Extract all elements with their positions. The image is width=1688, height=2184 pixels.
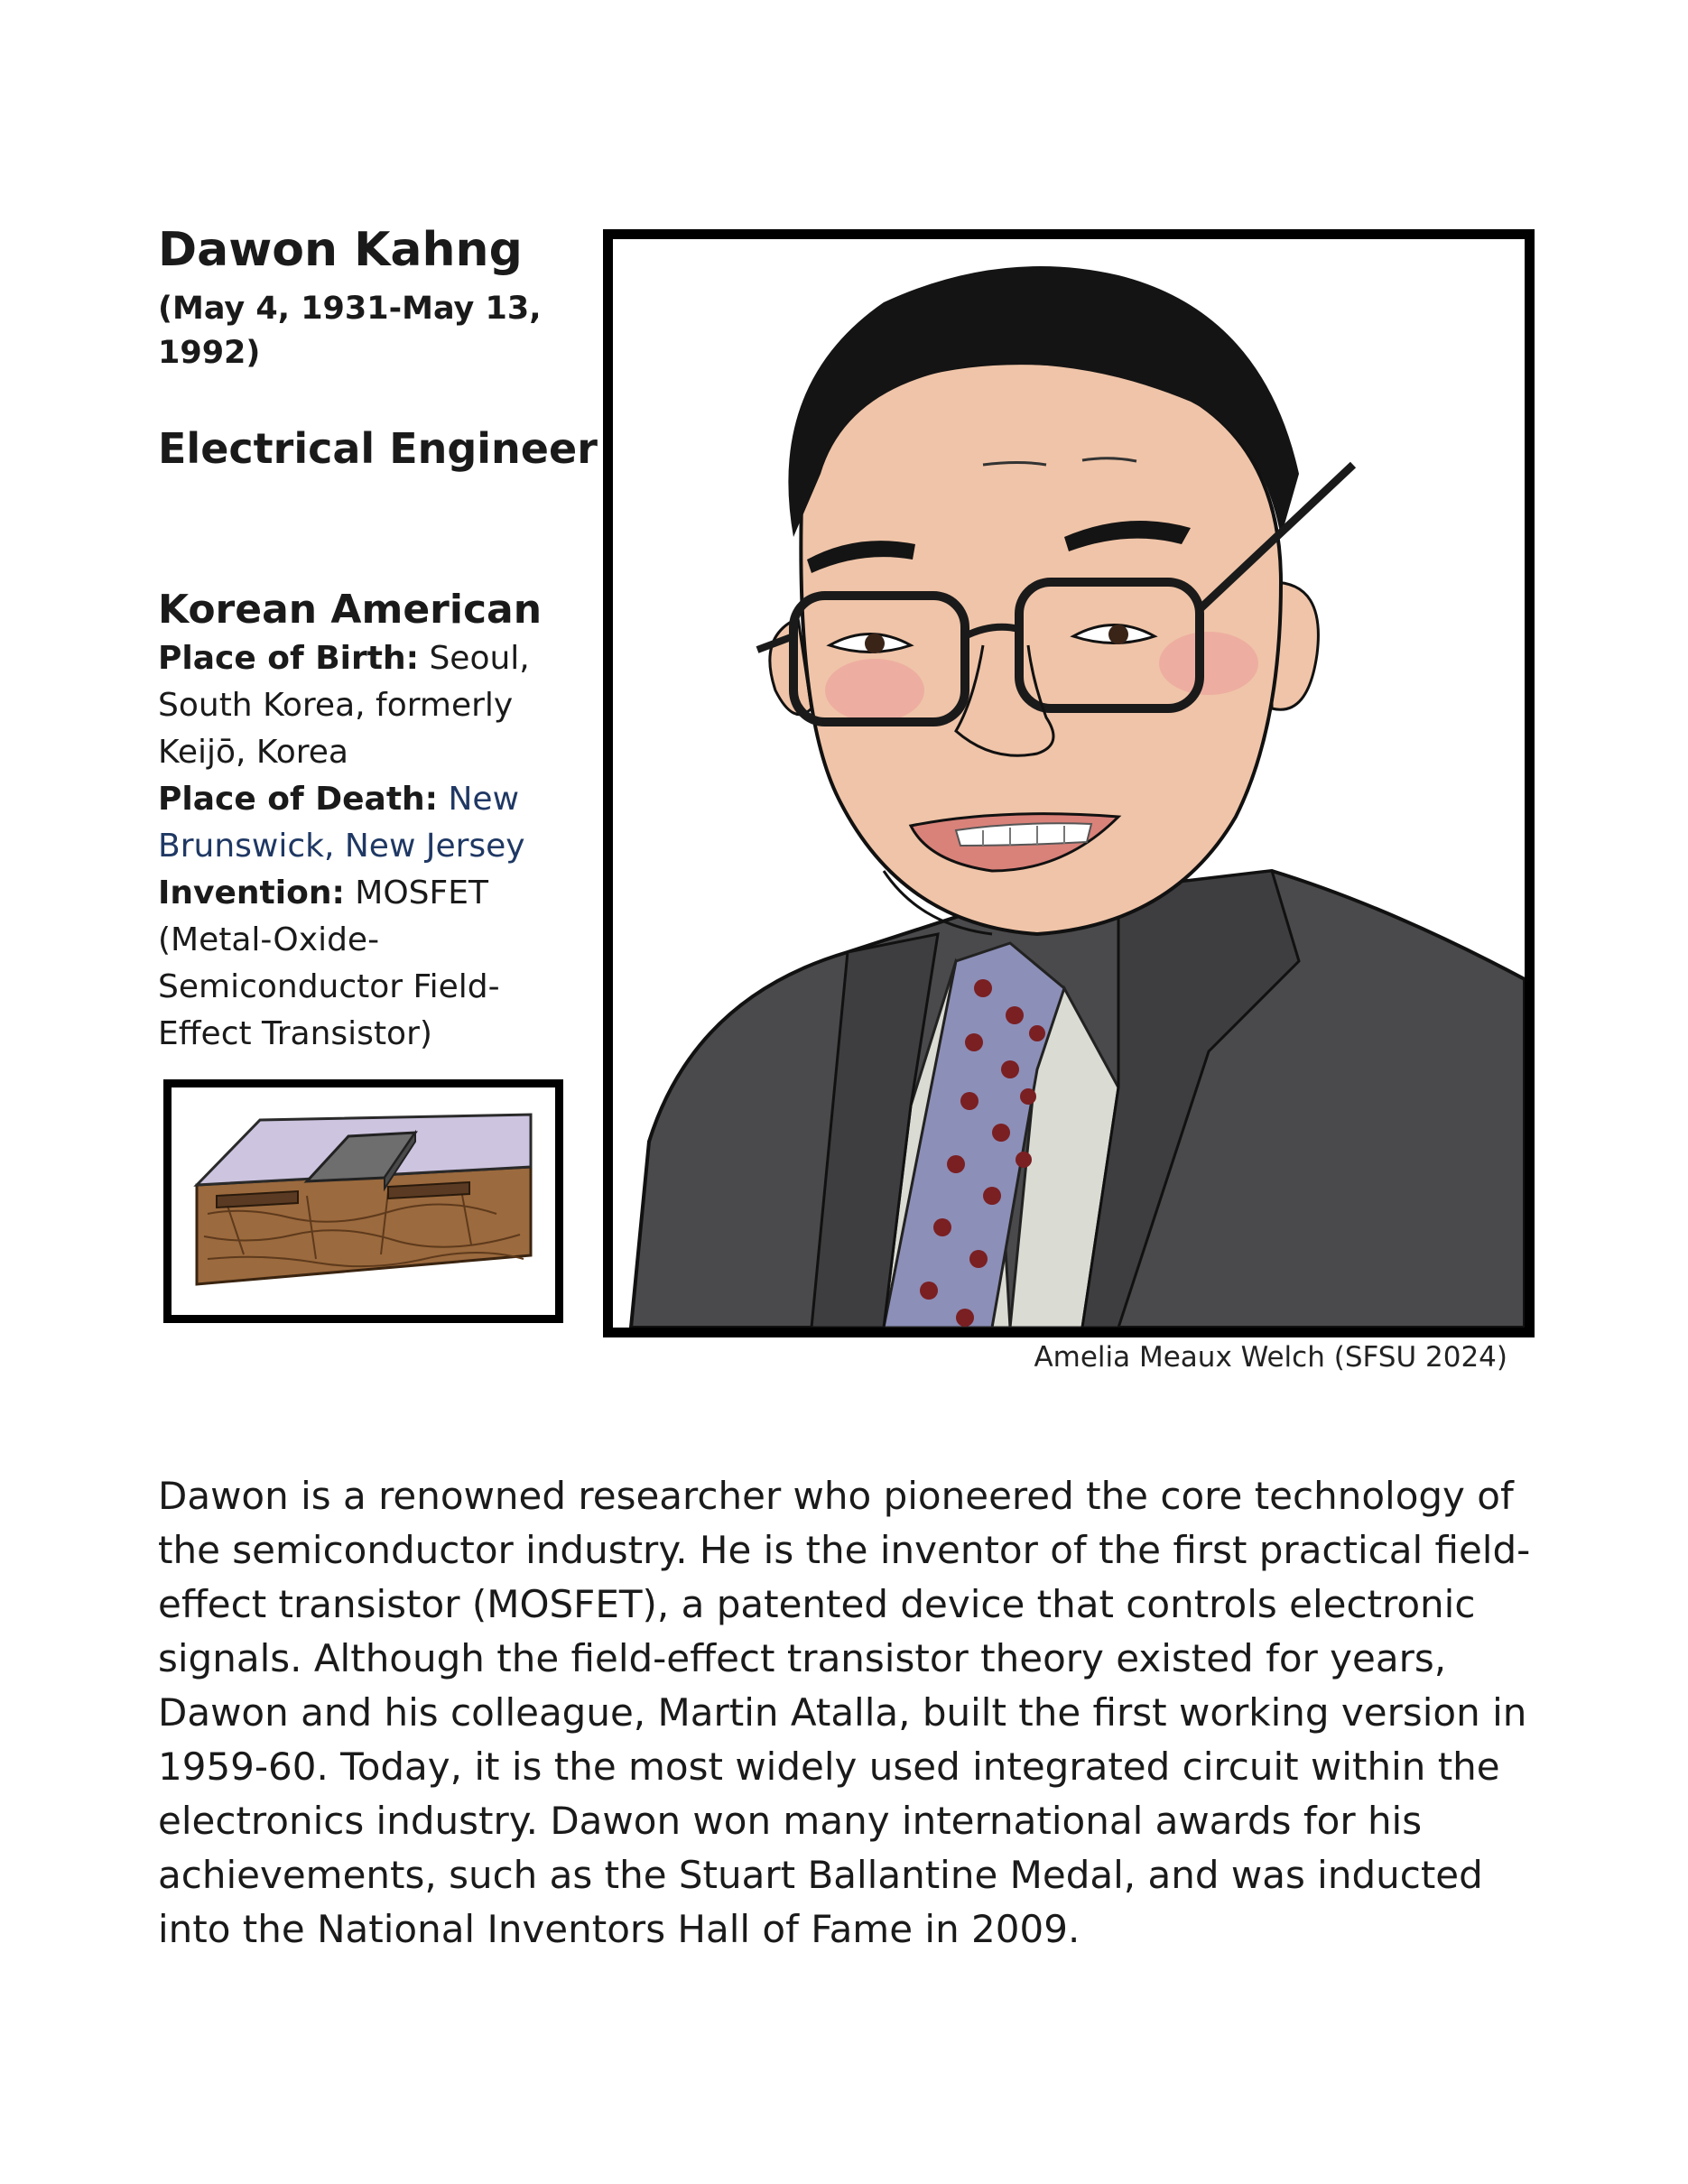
life-dates: (May 4, 1931-May 13, 1992) bbox=[158, 291, 542, 371]
invention-value: MOSFET (Metal-Oxide-Semiconductor Field-Effect Transistor) bbox=[158, 875, 500, 1052]
illustration-credit: Amelia Meaux Welch (SFSU 2024) bbox=[1034, 1341, 1507, 1374]
birth-place-label: Place of Birth: bbox=[158, 640, 420, 677]
mosfet-illustration-frame bbox=[163, 1079, 563, 1323]
death-place bbox=[158, 776, 582, 870]
portrait-frame bbox=[603, 229, 1535, 1337]
death-place-value: New Brunswick, New Jersey bbox=[158, 781, 525, 865]
mosfet-illustration bbox=[172, 1087, 555, 1315]
invention bbox=[158, 870, 582, 1058]
invention-label: Invention: bbox=[158, 875, 345, 912]
profession: Electrical Engineer bbox=[158, 424, 598, 473]
person-name: Dawon Kahng bbox=[158, 223, 523, 277]
death-place-label: Place of Death: bbox=[158, 781, 439, 818]
fact-list bbox=[158, 585, 582, 1058]
birth-place bbox=[158, 635, 582, 776]
birth-place-value: Seoul, South Korea, formerly Keijō, Korea bbox=[158, 640, 530, 771]
heritage: Korean American bbox=[158, 587, 543, 633]
biography-paragraph: Dawon is a renowned researcher who pioneered the core technology of the semiconductor industry. He is the inventor of the first practical field-effect transistor (MOSFET), a patented device that controls electronic signals. Although the field-effect transistor theory existed for years, Dawon and his colleague, Martin Atalla, built the first working version in 1959-60. Today, it is the most widely used integrated circuit within the electronics industry. Dawon won many international awards for his achievements, such as the Stuart Ballantine Medal, and was inducted into the National Inventors Hall of Fame in 2009. bbox=[158, 1474, 1531, 1951]
portrait-illustration bbox=[613, 239, 1525, 1328]
